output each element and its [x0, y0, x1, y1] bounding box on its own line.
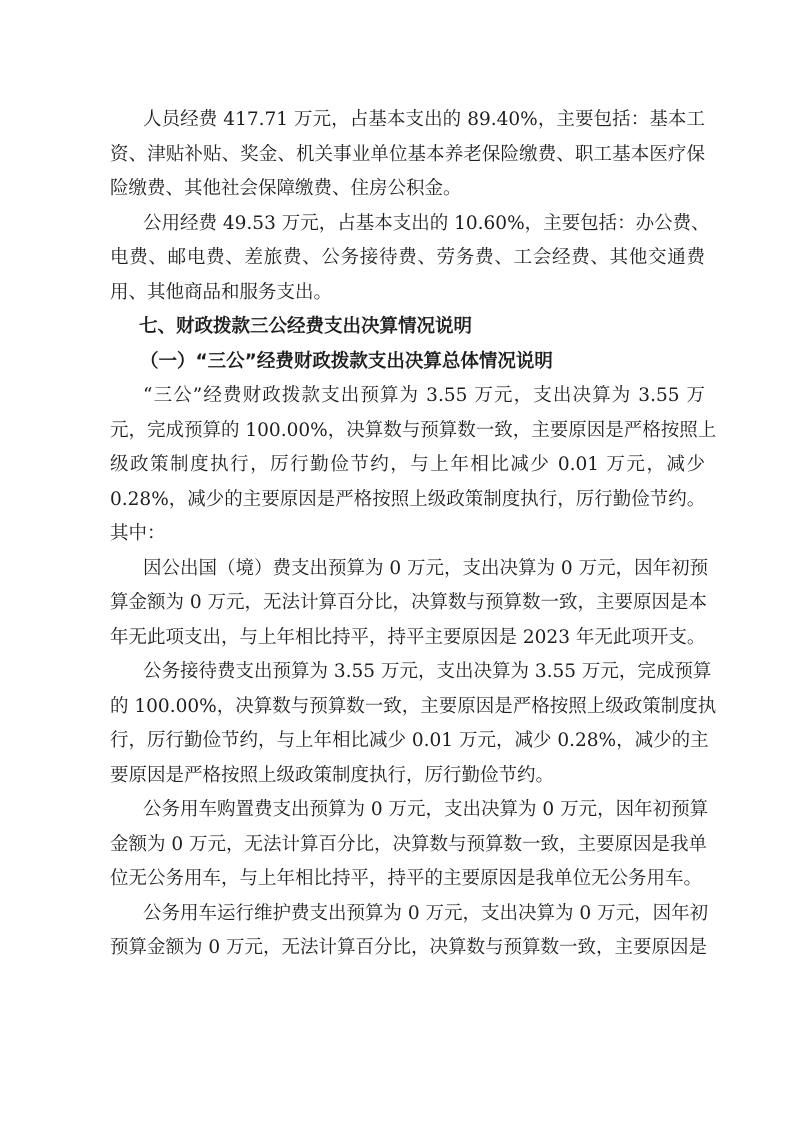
paragraph-vehicle-purchase: [110, 793, 709, 897]
text-line: 公务接待费支出预算为 3.55 万元，支出决算为 3.55 万元，完成预算: [143, 661, 712, 682]
document-page: [110, 103, 717, 966]
text-line: 位无公务用车，与上年相比持平，持平的主要原因是我单位无公务用车。: [110, 868, 703, 889]
text-line: 级政策制度执行，厉行勤俭节约，与上年相比减少 0.01 万元，减少: [110, 454, 705, 475]
text-line: 险缴费、其他社会保障缴费、住房公积金。: [110, 178, 462, 199]
text-line: 行，厉行勤俭节约，与上年相比减少 0.01 万元，减少 0.28%，减少的主: [110, 730, 709, 751]
subsection-heading: （一）“三公”经费财政拨款支出决算总体情况说明: [140, 350, 553, 372]
text-line: 年无此项支出，与上年相比持平，持平主要原因是 2023 年无此项开支。: [110, 626, 706, 648]
text-line: 要原因是严格按照上级政策制度执行，厉行勤俭节约。: [110, 764, 555, 786]
text-line: 公务用车购置费支出预算为 0 万元，支出决算为 0 万元，因年初预算: [143, 799, 709, 820]
text-line: 金额为 0 万元，无法计算百分比，决算数与预算数一致，主要原因是我单: [110, 833, 708, 855]
text-line: 预算金额为 0 万元，无法计算百分比，决算数与预算数一致，主要原因是: [110, 937, 708, 958]
paragraph-personnel-expenses: [110, 103, 705, 207]
text-line: 元，完成预算的 100.00%，决算数与预算数一致，主要原因是严格按照上: [110, 419, 717, 441]
paragraph-three-public-overall: [110, 379, 717, 552]
text-line: 电费、邮电费、差旅费、公务接待费、劳务费、工会经费、其他交通费: [110, 247, 705, 268]
paragraph-vehicle-maintenance: [110, 897, 709, 966]
text-line: 算金额为 0 万元，无法计算百分比，决算数与预算数一致，主要原因是本: [110, 592, 708, 613]
text-line: 公务用车运行维护费支出预算为 0 万元，支出决算为 0 万元，因年初: [143, 902, 709, 924]
text-line: 资、津贴补贴、奖金、机关事业单位基本养老保险缴费、职工基本医疗保: [110, 143, 705, 165]
text-line: 的 100.00%，决算数与预算数一致，主要原因是严格按照上级政策制度执: [110, 695, 717, 717]
text-line: 0.28%，减少的主要原因是严格按照上级政策制度执行，厉行勤俭节约。: [110, 488, 706, 510]
text-line: 其中：: [110, 523, 166, 544]
text-line: “三公”经费财政拨款支出预算为 3.55 万元，支出决算为 3.55 万: [143, 385, 705, 406]
text-line: 公用经费 49.53 万元，占基本支出的 10.60%，主要包括：办公费、: [143, 212, 710, 234]
text-line: 因公出国（境）费支出预算为 0 万元，支出决算为 0 万元，因年初预: [143, 557, 709, 579]
paragraph-public-expenses: [110, 207, 710, 311]
section-heading: 七、财政拨款三公经费支出决算情况说明: [139, 316, 473, 337]
paragraph-official-reception: [110, 655, 717, 793]
text-line: 人员经费 417.71 万元，占基本支出的 89.40%，主要包括：基本工: [143, 109, 705, 130]
paragraph-overseas-travel: [110, 552, 709, 656]
text-line: 用、其他商品和服务支出。: [110, 281, 333, 303]
